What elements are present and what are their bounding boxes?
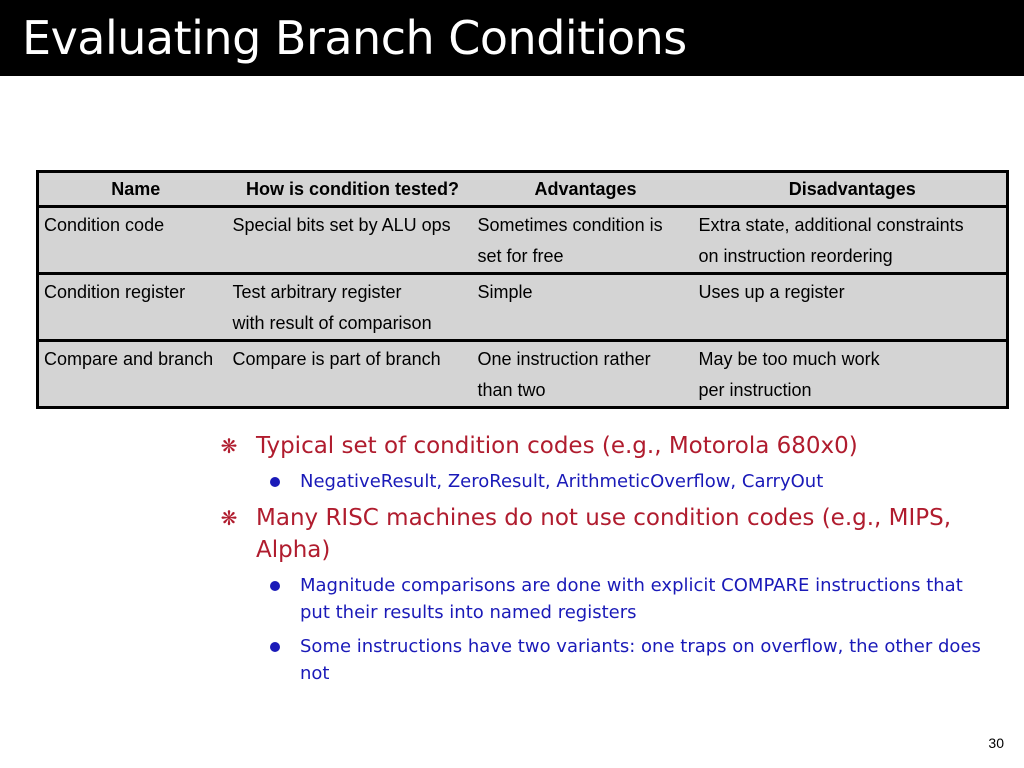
cell-line: Sometimes condition is <box>477 215 663 235</box>
cell-line: Uses up a register <box>698 282 845 302</box>
header-disadvantages: Disadvantages <box>694 172 1008 207</box>
header-advantages: Advantages <box>473 172 694 207</box>
cell-line: Condition register <box>44 282 186 302</box>
cell-advantages <box>473 341 694 408</box>
cell-line: Test arbitrary register <box>232 282 402 302</box>
slide-title: Evaluating Branch Conditions <box>22 11 687 65</box>
cell-disadvantages <box>694 274 1008 341</box>
cell-disadvantages <box>694 207 1008 274</box>
cell-line: than two <box>477 380 546 400</box>
cell-name <box>38 207 228 274</box>
table-row <box>38 341 1008 408</box>
bullet-item <box>218 430 998 462</box>
cell-how <box>228 207 473 274</box>
cell-line: Condition code <box>44 215 165 235</box>
cell-line: Special bits set by ALU ops <box>232 215 451 235</box>
cell-how <box>228 274 473 341</box>
bullet-text: Typical set of condition codes (e.g., Motorola 680x0) <box>256 433 858 459</box>
cell-disadvantages <box>694 341 1008 408</box>
sub-bullet-item <box>218 633 998 687</box>
cell-line: One instruction rather <box>477 349 651 369</box>
page-number: 30 <box>988 735 1004 751</box>
cell-line: Extra state, additional constraints <box>698 215 964 235</box>
branch-conditions-table <box>36 170 1009 409</box>
cell-name <box>38 341 228 408</box>
cell-line: with result of comparison <box>232 313 432 333</box>
cell-line: Compare is part of branch <box>232 349 441 369</box>
table-header-row <box>38 172 1008 207</box>
cell-line: per instruction <box>698 380 812 400</box>
dot-bullet-icon <box>270 477 280 487</box>
header-how: How is condition tested? <box>228 172 473 207</box>
cell-line: on instruction reordering <box>698 246 893 266</box>
asterisk-bullet-icon: ❋ <box>220 434 238 458</box>
sub-bullet-item <box>218 468 998 495</box>
cell-how <box>228 341 473 408</box>
bullet-text: Many RISC machines do not use condition codes (e.g., MIPS, Alpha) <box>256 505 952 563</box>
cell-line: Simple <box>477 282 533 302</box>
title-bar <box>0 0 1024 76</box>
dot-bullet-icon <box>270 581 280 591</box>
sub-bullet-text: Magnitude comparisons are done with explicit COMPARE instructions that put their results into named registers <box>300 575 963 623</box>
cell-advantages <box>473 207 694 274</box>
sub-bullet-text: Some instructions have two variants: one traps on overflow, the other does not <box>300 636 981 684</box>
bullet-item <box>218 502 998 566</box>
cell-advantages <box>473 274 694 341</box>
cell-line: May be too much work <box>698 349 880 369</box>
cell-line: Compare and branch <box>44 349 214 369</box>
sub-bullet-text: NegativeResult, ZeroResult, ArithmeticOverflow, CarryOut <box>300 471 824 492</box>
dot-bullet-icon <box>270 642 280 652</box>
table-row <box>38 274 1008 341</box>
header-name: Name <box>38 172 228 207</box>
table-row <box>38 207 1008 274</box>
cell-name <box>38 274 228 341</box>
bullet-list <box>218 430 998 694</box>
cell-line: set for free <box>477 246 564 266</box>
sub-bullet-item <box>218 572 998 626</box>
asterisk-bullet-icon: ❋ <box>220 506 238 530</box>
